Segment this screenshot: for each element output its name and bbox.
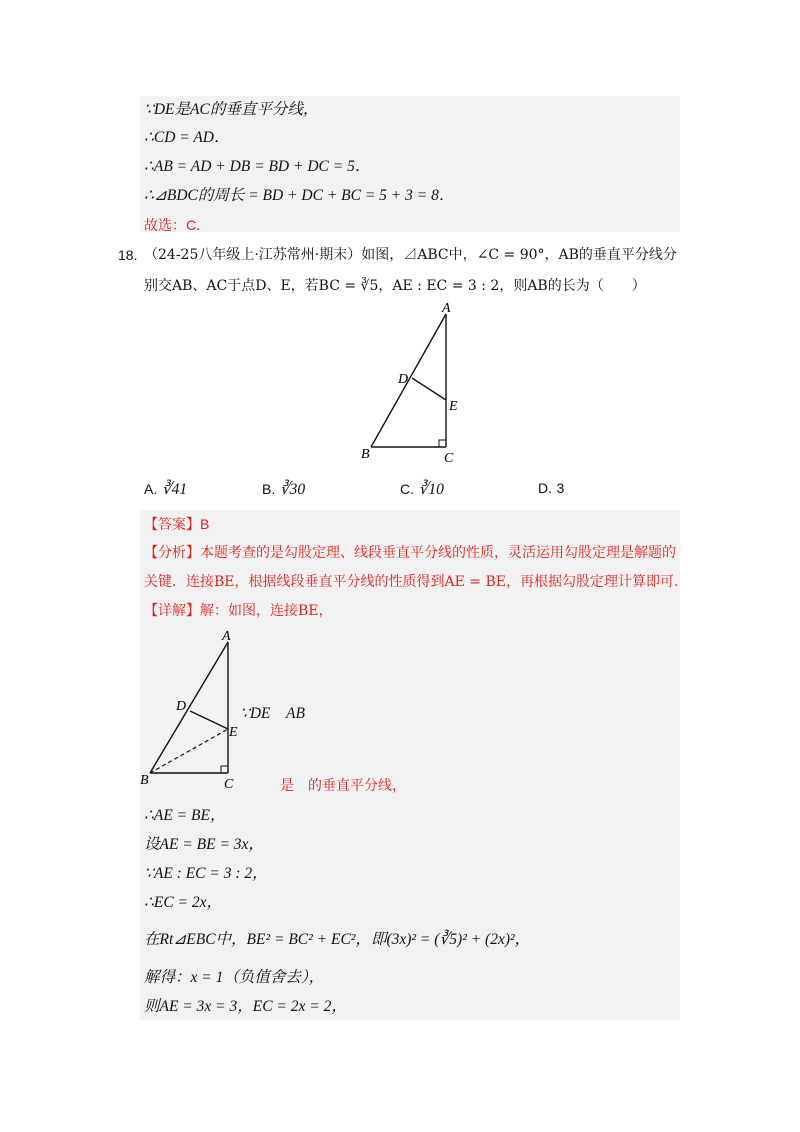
solution-line-5: 故选：C． [144,217,211,233]
step-5: ∴EC = 2x， [144,894,223,911]
solution-line-3: ∴AB = AD + DB = BD + DC = 5． [144,158,371,175]
triangle-figure-1 [355,300,485,470]
option-a: A. ∛41 [144,481,188,498]
step-2: ∴AE = BE， [144,807,226,824]
step-1-math: ∵DE AB [240,705,305,722]
step-8: 则AE = 3x = 3，EC = 2x = 2， [144,998,347,1015]
label-a-2: A [222,629,231,644]
option-d: D. 3 [538,480,565,496]
solution-line-4: ∴⊿BDC的周长 = BD + DC + BC = 5 + 3 = 8． [144,187,455,204]
label-c-2: C [224,777,234,792]
label-e-2: E [229,725,238,740]
step-1-text: 是 的垂直平分线， [280,778,406,794]
question-line-1: （24-25八年级上·江苏常州·期末）如图，⊿ABC中，∠C = 90°，AB的垂直平分线分 [144,247,677,263]
label-a: A [442,301,451,316]
step-6: 在Rt⊿EBC中，BE² = BC² + EC²，即(3x)² = (∛5)² + (2x)²， [144,931,531,948]
label-e: E [449,399,458,414]
option-c: C. ∛10 [400,481,444,498]
label-d-2: D [176,699,187,714]
detail-line: 【详解】解：如图，连接BE， [144,603,333,619]
question-line-2: 别交AB、AC于点D、E，若BC = ∛5，AE : EC = 3 : 2，则AB的长为（ ） [144,278,646,294]
step-7: 解得：x = 1（负值舍去）， [144,969,325,986]
label-d: D [398,372,409,387]
question-number: 18. [118,247,138,263]
solution-line-2: ∴CD = AD． [144,129,230,146]
label-c: C [444,451,454,466]
answer-line: 【答案】B [144,516,210,533]
analysis-line-2: 关键．连接BE，根据线段垂直平分线的性质得到AE = BE，再根据勾股定理计算即可． [144,574,688,590]
step-3: 设AE = BE = 3x， [144,836,264,853]
triangle-figure-2 [138,628,248,793]
label-b-2: B [140,773,149,788]
analysis-line-1: 【分析】本题考查的是勾股定理、线段垂直平分线的性质，灵活运用勾股定理是解题的 [144,545,676,561]
solution-line-1: ∵DE是AC的垂直平分线， [144,101,319,118]
option-b: B. ∛30 [262,481,306,498]
label-b: B [361,447,370,462]
step-4: ∵AE : EC = 3 : 2， [144,865,268,882]
